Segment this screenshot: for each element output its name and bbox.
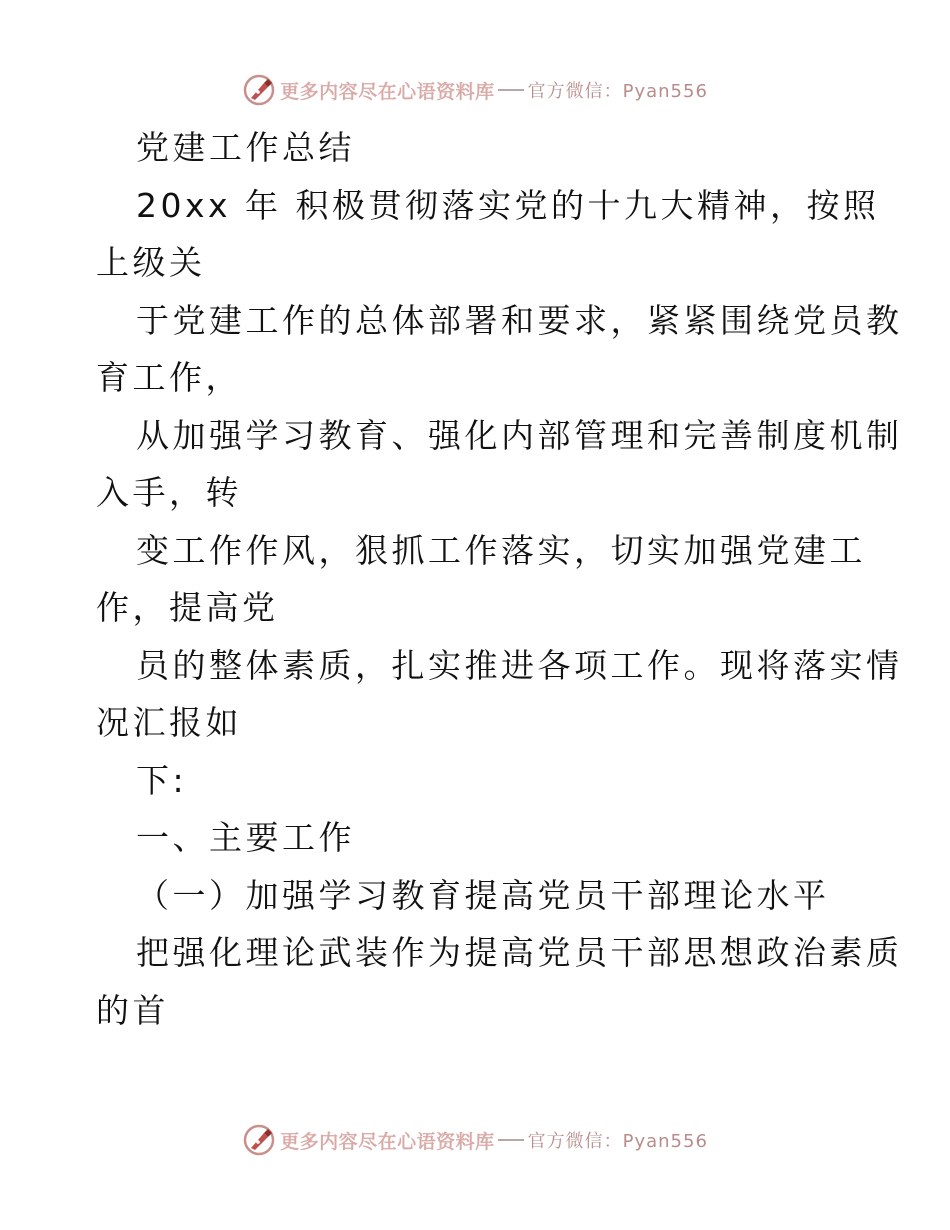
paragraph-line: 作，提高党 [96,588,279,627]
paragraph-line: 上级关 [96,243,206,282]
footer-banner [0,1123,950,1157]
paragraph-line: 于党建工作的总体部署和要求，紧紧围绕党员教 [136,300,903,340]
footer-wechat: 官方微信：Pyan556 [527,1131,708,1152]
footer-dash [498,1139,524,1141]
header-banner [0,73,950,107]
paragraph-line: 育工作， [96,358,242,397]
pen-nib-logo-icon [242,73,276,107]
paragraph-line: 把强化理论武装作为提高党员干部思想政治素质 [136,933,903,972]
subsection-heading: （一）加强学习教育提高党员干部理论水平 [136,875,830,915]
header-wechat: 官方微信：Pyan556 [527,81,708,102]
document-title: 党建工作总结 [136,128,355,167]
document-body [96,119,903,1039]
footer-slogan: 更多内容尽在心语资料库 [280,1130,495,1153]
header-dash [498,89,524,91]
paragraph-line: 下: [136,760,188,800]
header-slogan: 更多内容尽在心语资料库 [280,80,495,103]
paragraph-line: 从加强学习教育、强化内部管理和完善制度机制 [136,415,903,455]
pen-nib-logo-icon [242,1123,276,1157]
paragraph-line: 变工作作风，狠抓工作落实，切实加强党建工 [136,530,866,570]
paragraph-line: 员的整体素质，扎实推进各项工作。现将落实情 [136,645,903,685]
paragraph-line: 20xx 年 积极贯彻落实党的十九大精神，按照 [136,185,880,225]
section-heading: 一、主要工作 [136,818,355,857]
paragraph-line: 的首 [96,990,169,1030]
paragraph-line: 况汇报如 [96,703,242,742]
paragraph-line: 入手，转 [96,473,242,512]
